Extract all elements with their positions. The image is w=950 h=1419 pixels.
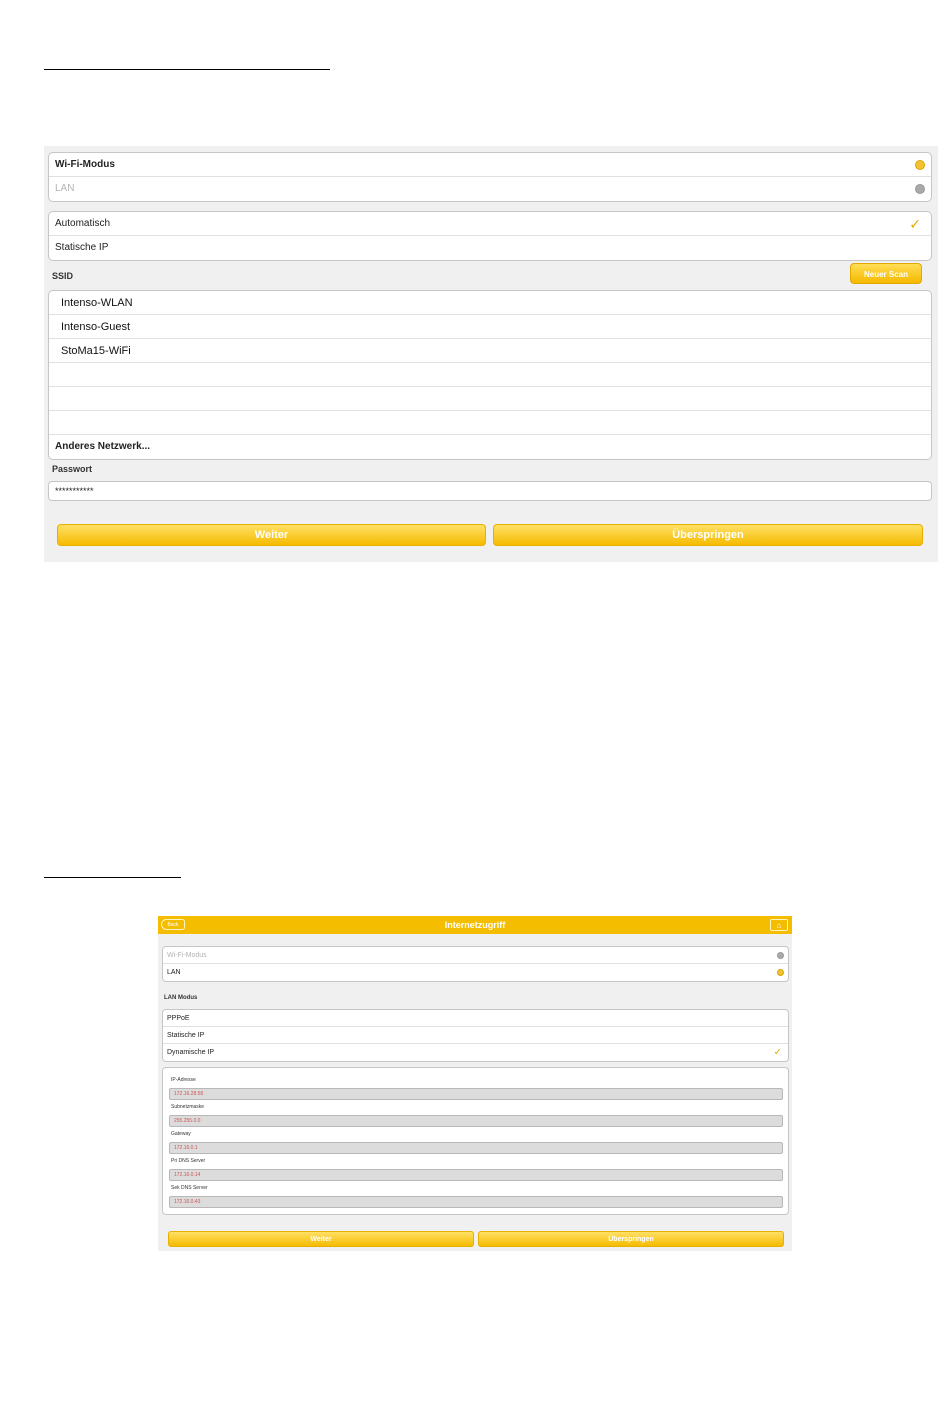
- lan-mode-group: [162, 1009, 789, 1062]
- page-title: Internetzugriff: [444, 920, 506, 930]
- ip-address-input[interactable]: 172.16.28.58: [169, 1088, 783, 1100]
- lan-settings-screenshot: [158, 916, 792, 1251]
- lan-option-dynamic[interactable]: [163, 1044, 788, 1061]
- ssid-label: SSID: [52, 271, 74, 281]
- ip-option-static[interactable]: [49, 236, 931, 260]
- radio-selected-icon: [915, 160, 925, 170]
- password-label: Passwort: [52, 464, 93, 474]
- skip-button[interactable]: Überspringen: [493, 524, 923, 546]
- lan-option-pppoe[interactable]: [163, 1010, 788, 1027]
- ip-option-label: Automatisch: [55, 218, 111, 229]
- radio-unselected-icon: [915, 184, 925, 194]
- section-rule-lan: [44, 877, 181, 878]
- gateway-label: Gateway: [171, 1131, 191, 1137]
- network-fields-box: [162, 1067, 789, 1215]
- mode-option-lan[interactable]: [49, 177, 931, 201]
- mode-option-wifi[interactable]: [163, 947, 788, 964]
- next-button[interactable]: Weiter: [168, 1231, 474, 1247]
- checkmark-icon: ✓: [773, 1047, 782, 1058]
- new-scan-button[interactable]: Neuer Scan: [850, 263, 922, 284]
- network-item-empty: [49, 363, 931, 387]
- ip-address-label: IP-Adresse: [171, 1077, 196, 1083]
- other-network-item[interactable]: Anderes Netzwerk...: [55, 441, 151, 452]
- connection-mode-group: [48, 152, 932, 202]
- network-item[interactable]: Intenso-WLAN: [49, 291, 931, 315]
- network-list: [48, 290, 932, 460]
- next-button[interactable]: Weiter: [57, 524, 486, 546]
- mode-option-lan[interactable]: [163, 964, 788, 981]
- back-button[interactable]: Back: [161, 919, 185, 930]
- lan-option-label: PPPoE: [167, 1015, 190, 1022]
- secondary-dns-label: Sek DNS Server: [171, 1185, 208, 1191]
- home-icon[interactable]: ⌂: [770, 919, 788, 931]
- password-input[interactable]: ***********: [48, 481, 932, 501]
- secondary-dns-input[interactable]: 172.16.0.43: [169, 1196, 783, 1208]
- mode-option-label: Wi-Fi-Modus: [55, 159, 115, 170]
- lan-option-static[interactable]: [163, 1027, 788, 1044]
- lan-option-label: Statische IP: [167, 1032, 205, 1039]
- lan-option-label: Dynamische IP: [167, 1049, 215, 1056]
- section-rule-wifi: [44, 69, 330, 70]
- ip-option-label: Statische IP: [55, 242, 109, 253]
- subnet-mask-label: Subnetzmaske: [171, 1104, 205, 1110]
- radio-unselected-icon: [777, 952, 784, 959]
- subnet-mask-input[interactable]: 255.255.0.0: [169, 1115, 783, 1127]
- radio-selected-icon: [777, 969, 784, 976]
- primary-dns-input[interactable]: 172.16.0.14: [169, 1169, 783, 1181]
- ip-option-automatic[interactable]: [49, 212, 931, 236]
- network-item-empty: [49, 387, 931, 411]
- network-item[interactable]: StoMa15-WiFi: [49, 339, 931, 363]
- ip-mode-group: [48, 211, 932, 261]
- mode-option-label: LAN: [167, 969, 181, 976]
- skip-button[interactable]: Überspringen: [478, 1231, 784, 1247]
- mode-option-label: LAN: [55, 183, 75, 194]
- checkmark-icon: ✓: [909, 216, 921, 232]
- mode-option-wifi[interactable]: [49, 153, 931, 177]
- gateway-input[interactable]: 172.16.0.1: [169, 1142, 783, 1154]
- lan-mode-label: LAN Modus: [164, 995, 198, 1001]
- wifi-settings-screenshot: [44, 146, 938, 562]
- top-bar: [158, 916, 792, 934]
- network-item[interactable]: Intenso-Guest: [49, 315, 931, 339]
- primary-dns-label: Pri DNS Server: [171, 1158, 206, 1164]
- connection-mode-group: [162, 946, 789, 982]
- network-item-empty: [49, 411, 931, 435]
- mode-option-label: Wi-Fi-Modus: [167, 952, 207, 959]
